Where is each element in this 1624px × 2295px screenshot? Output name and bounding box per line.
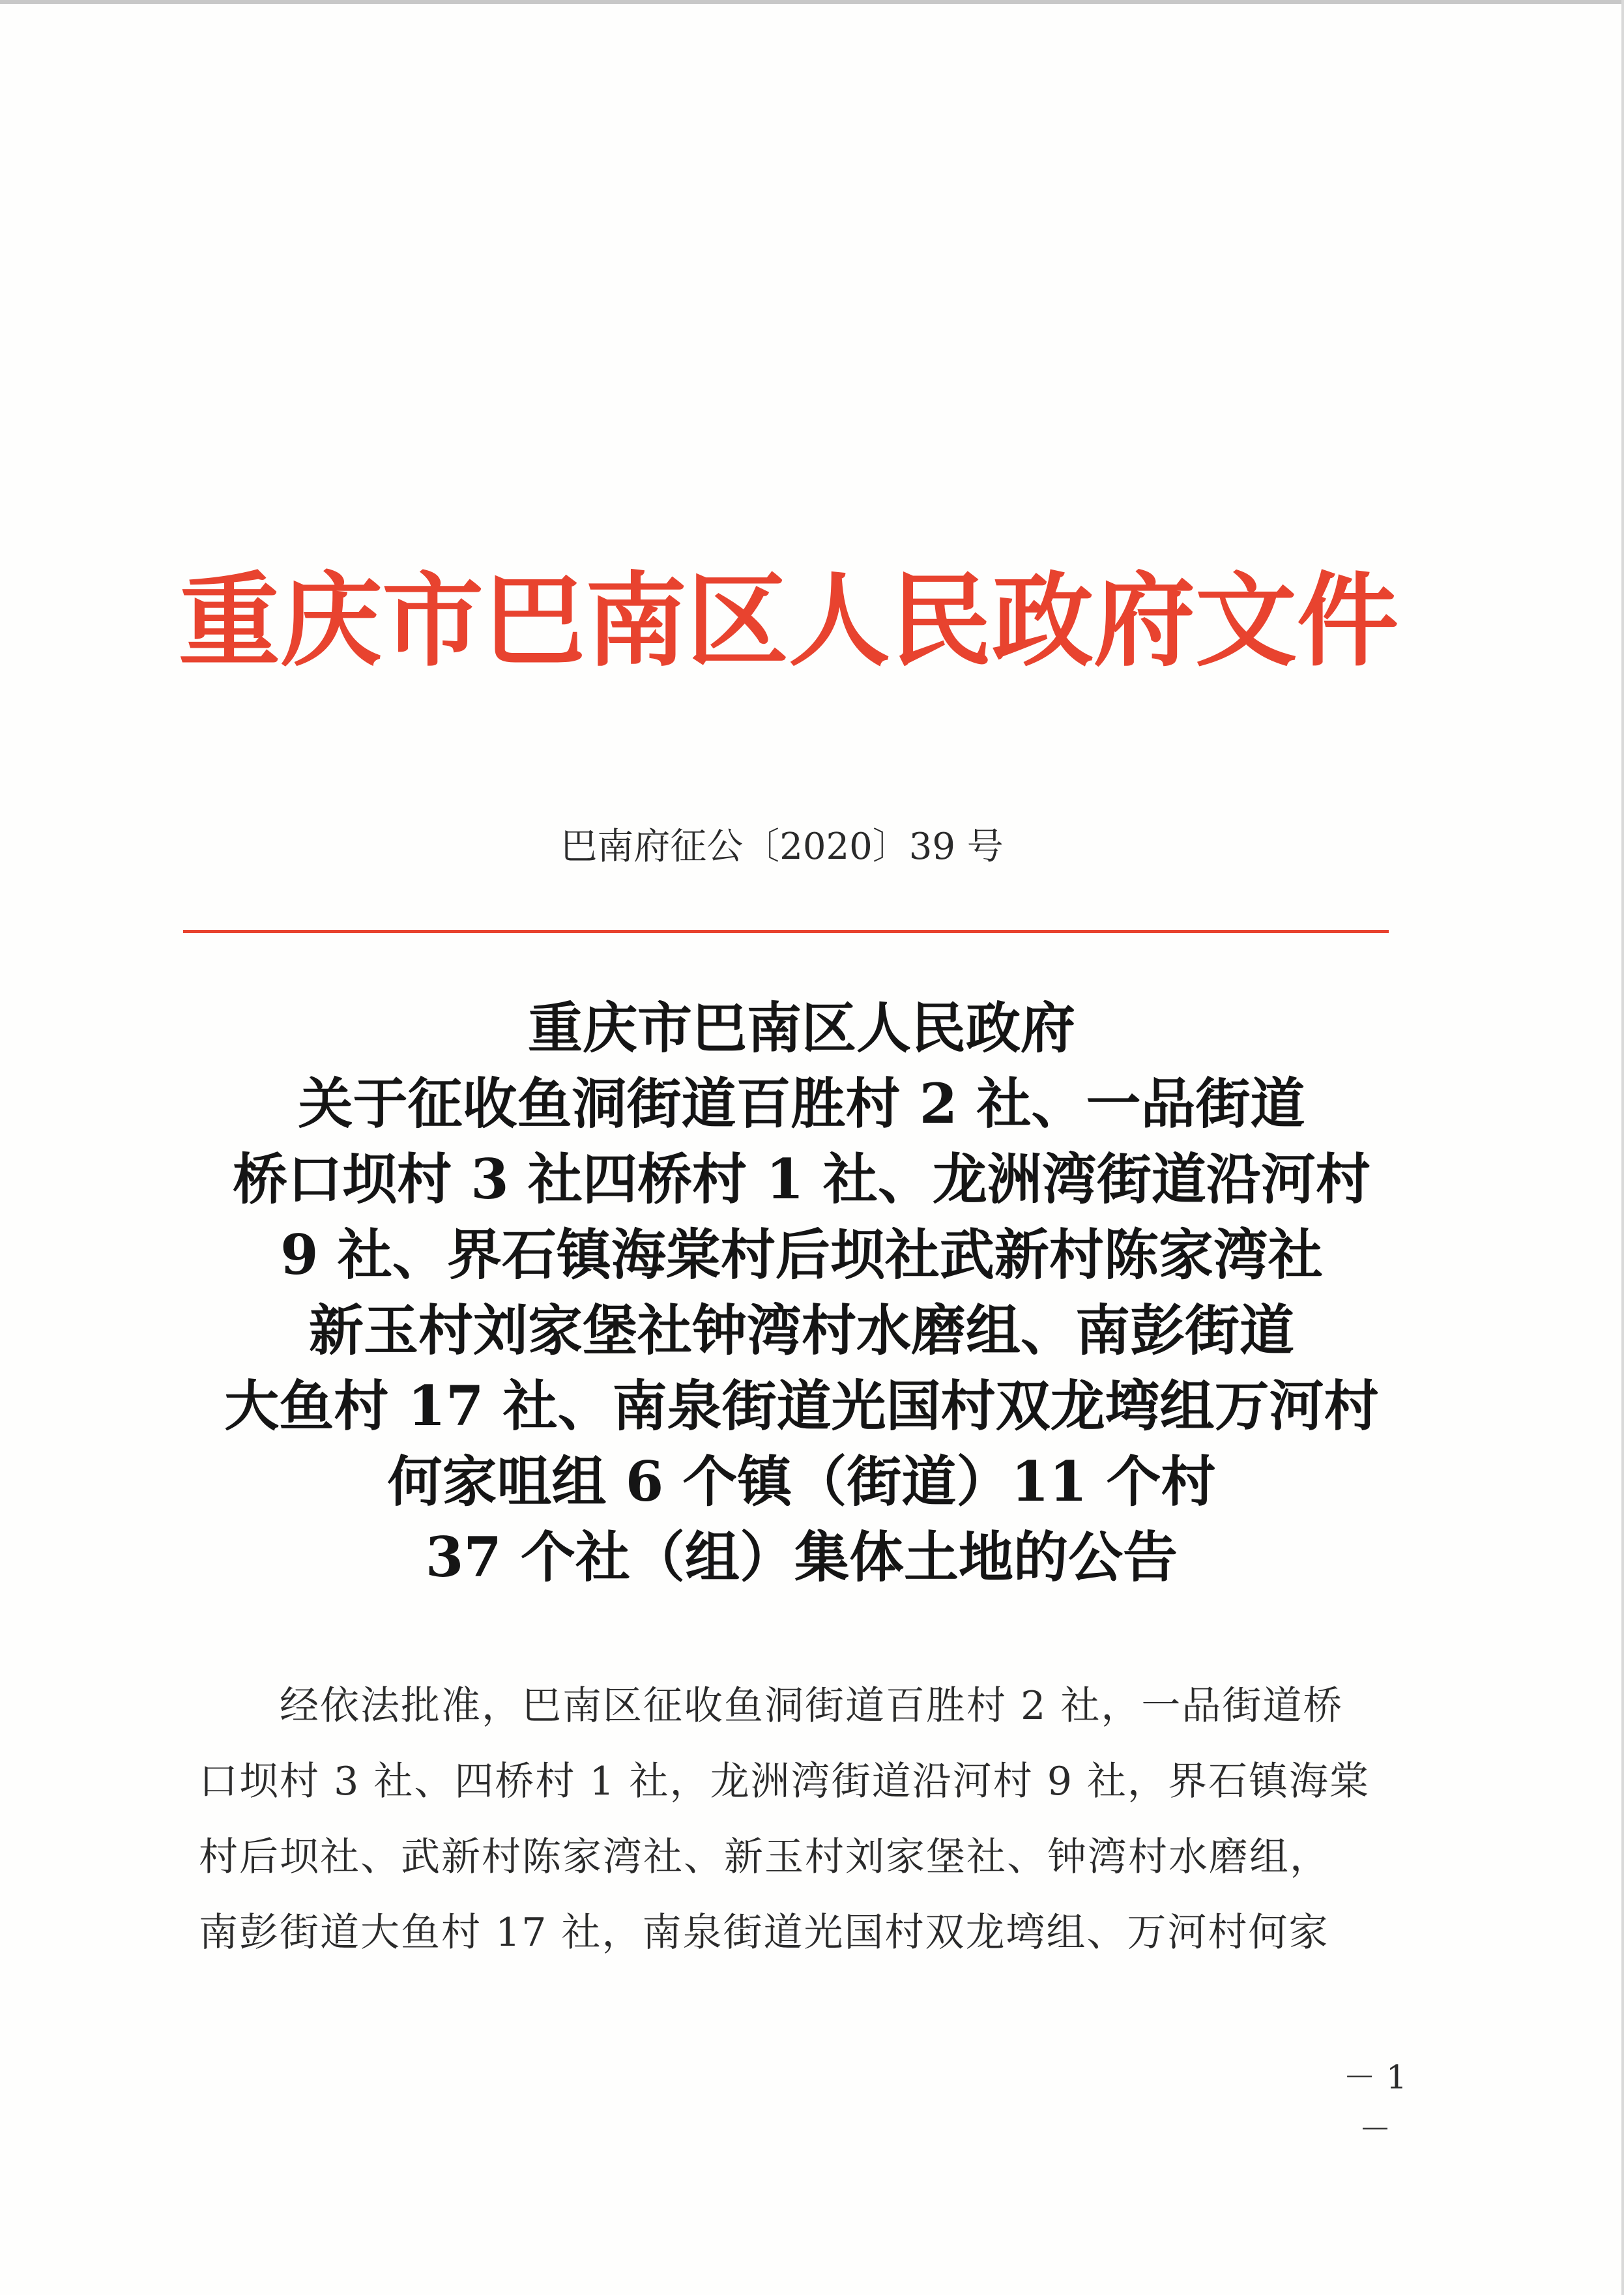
notice-title-line: 重庆市巴南区人民政府 xyxy=(527,996,1075,1060)
document-number: 巴南府征公〔2020〕39 号 xyxy=(560,826,1004,868)
notice-title-line: 9 社、界石镇海棠村后坝社武新村陈家湾社 xyxy=(280,1222,1323,1287)
notice-title-line: 37 个社（组）集体土地的公告 xyxy=(425,1525,1178,1589)
notice-title-line: 大鱼村 17 社、南泉街道光国村双龙塆组万河村 xyxy=(224,1374,1379,1438)
notice-title-line: 何家咀组 6 个镇（街道）11 个村 xyxy=(387,1449,1216,1514)
body-paragraph xyxy=(199,1668,1408,1970)
body-line: 南彭街道大鱼村 17 社，南泉街道光国村双龙塆组、万河村何家 xyxy=(199,1910,1329,1956)
body-line: 村后坝社、武新村陈家湾社、新玉村刘家堡社、钟湾村水磨组， xyxy=(199,1834,1330,1880)
notice-title-line: 关于征收鱼洞街道百胜村 2 社、一品街道 xyxy=(298,1071,1305,1136)
scan-edge-right xyxy=(1621,0,1624,2295)
body-line: 经依法批准，巴南区征收鱼洞街道百胜村 2 社，一品街道桥 xyxy=(199,1683,1344,1729)
notice-title-line: 桥口坝村 3 社四桥村 1 社、龙洲湾街道沿河村 xyxy=(233,1147,1370,1211)
notice-title-line: 新玉村刘家堡社钟湾村水磨组、南彭街道 xyxy=(308,1298,1294,1363)
document-header-title: 重庆市巴南区人民政府文件 xyxy=(179,561,1399,680)
page-number: － 1 － xyxy=(1343,2058,1407,2148)
body-line: 口坝村 3 社、四桥村 1 社，龙洲湾街道沿河村 9 社，界石镇海棠 xyxy=(199,1759,1370,1804)
red-divider-line xyxy=(183,930,1389,933)
notice-title xyxy=(182,990,1421,1595)
scan-edge-top xyxy=(0,0,1624,4)
